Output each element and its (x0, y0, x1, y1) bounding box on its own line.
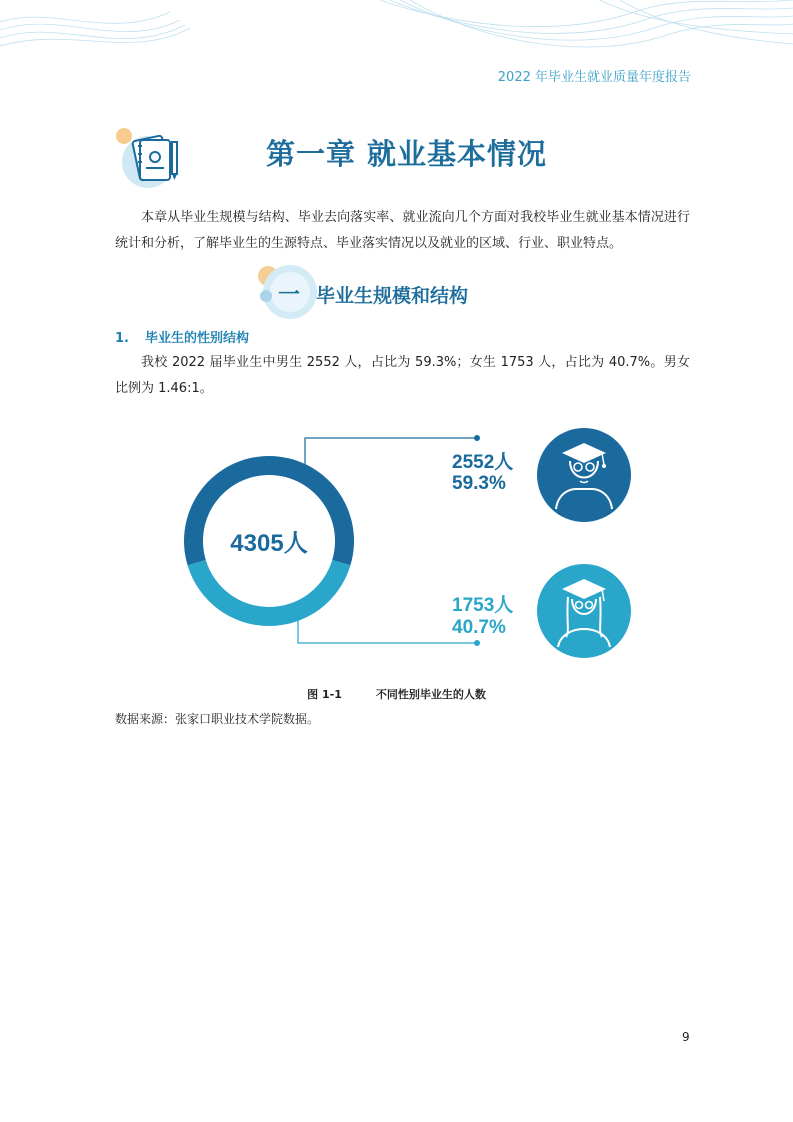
male-count-label: 2552人 (452, 452, 514, 473)
figure-number: 图 1-1 (307, 688, 342, 701)
section-number: 一 (278, 283, 301, 308)
page-number: 9 (682, 1030, 690, 1044)
running-header: 2022 年毕业生就业质量年度报告 (497, 70, 691, 85)
male-percent-label: 59.3% (452, 473, 506, 494)
female-percent-label: 40.7% (452, 617, 506, 638)
subsection-heading (115, 327, 249, 346)
gender-donut-chart (180, 425, 650, 665)
leader-line-female (298, 620, 477, 643)
leader-dot-female (474, 640, 480, 646)
female-count-label: 1753人 (452, 595, 514, 616)
subsection-title: 毕业生的性别结构 (145, 331, 250, 346)
male-graduate-icon (537, 428, 631, 522)
donut-center-label: 4305人 (230, 530, 308, 557)
figure-caption (0, 686, 793, 702)
data-source-note: 数据来源：张家口职业技术学院数据。 (115, 712, 320, 726)
subsection-text: 我校 2022 届毕业生中男生 2552 人，占比为 59.3%；女生 1753 人，占比为 40.7%。男女比例为 1.46:1。 (115, 355, 690, 396)
leader-dot-male (474, 435, 480, 441)
chapter-intro: 本章从毕业生规模与结构、毕业去向落实率、就业流向几个方面对我校毕业生就业基本情况进行统计和分析，了解毕业生的生源特点、毕业落实情况以及就业的区域、行业、职业特点。 (115, 210, 690, 251)
header-wave-decoration (0, 0, 793, 100)
subsection-number: 1. (115, 331, 129, 346)
chapter-title: 第一章 就业基本情况 (265, 137, 548, 171)
figure-caption-text: 不同性别毕业生的人数 (375, 688, 486, 701)
section-title: 毕业生规模和结构 (316, 285, 469, 307)
female-graduate-icon (537, 564, 631, 658)
donut-slice-female (188, 560, 351, 626)
